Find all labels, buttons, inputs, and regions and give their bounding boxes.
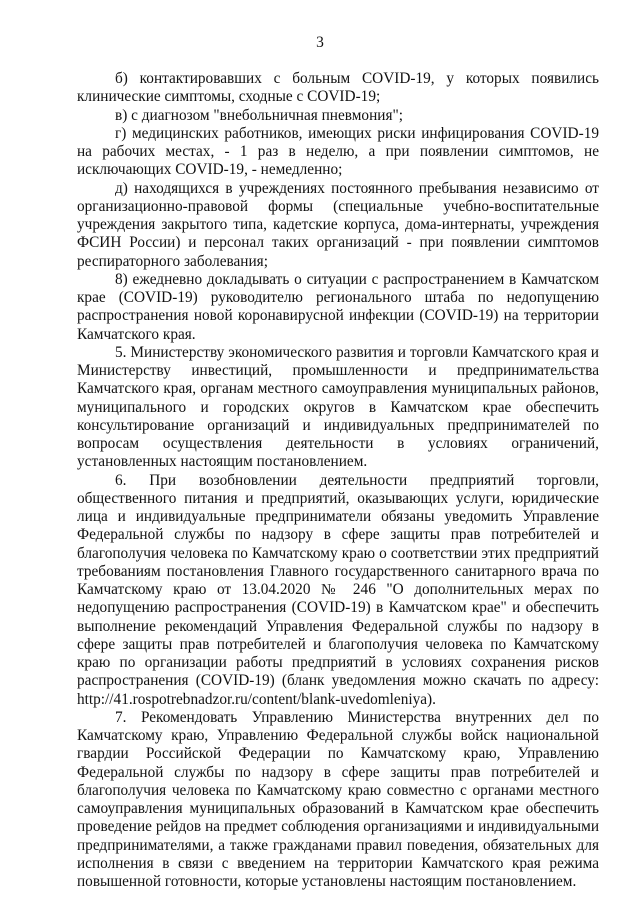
paragraph-6: 6. При возобновлении деятельности предприятий торговли, общественного питания и предприятий, оказывающих услуги, юридические лица и индивидуальные предприниматели обязаны уведомить Управление Федеральной службы по надзору в сфере защиты прав потребителей и благополучия человека по Камчатскому краю о соответствии этих предприятий требованиям постановления Главного государственного санитарного врача по Камчатскому краю от 13.04.2020 № 246 "О дополнительных мерах по недопущению распространения (COVID-19) в Камчатском крае" и обеспечить выполнение рекомендаций Управления Федеральной службы по надзору в сфере защиты прав потребителей и благополучия человека по Камчатскому краю по организации работы предприятий в условиях сохранения рисков распространения (COVID-19) (бланк уведомления можно скачать по адресу: http://41.rospotrebnadzor.ru/content/blank-uvedomleniya). [77,471,599,708]
paragraph-v: в) с диагнозом "внебольничная пневмония"; [115,106,403,124]
paragraph-d: д) находящихся в учреждениях постоянного пребывания независимо от организационно-правовой формы (специальные учебно-воспитательные учреждения закрытого типа, кадетские корпуса, дома-интернаты, учреждения ФСИН России) и персонал таких организаций - при появлении симптомов респираторного заболевания; [77,179,599,270]
document-body [77,70,599,891]
paragraph-8: 8) ежедневно докладывать о ситуации с распространением в Камчатском крае (COVID-19) руководителю регионального штаба по недопущению распространения новой коронавирусной инфекции (COVID-19) на территории Камчатского края. [77,270,599,343]
page-number: 3 [316,34,324,51]
paragraph-b: б) контактировавших с больным COVID-19, у которых появились клинические симптомы, сходные с COVID-19; [77,70,599,106]
paragraph-g: г) медицинских работников, имеющих риски инфицирования COVID-19 на рабочих местах, - 1 раз в неделю, а при появлении симптомов, не исключающих COVID-19, - немедленно; [77,124,599,179]
paragraph-5: 5. Министерству экономического развития и торговли Камчатского края и Министерству инвестиций, промышленности и предпринимательства Камчатского края, органам местного самоуправления муниципальных районов, муниципального и городских округов в Камчатском крае обеспечить консультирование организаций и индивидуальных предпринимателей по вопросам осуществления деятельности в условиях ограничений, установленных настоящим постановлением. [77,343,599,471]
paragraph-7: 7. Рекомендовать Управлению Министерства внутренних дел по Камчатскому краю, Управлению Федеральной службы войск национальной гвардии Российской Федерации по Камчатскому краю, Управлению Федеральной службы по надзору в сфере защиты прав потребителей и благополучия человека по Камчатскому краю совместно с органами местного самоуправления муниципальных образований в Камчатском крае обеспечить проведение рейдов на предмет соблюдения организациями и индивидуальными предпринимателями, а также гражданами правил поведения, обязательных для исполнения в связи с введением на территории Камчатского края режима повышенной готовности, которые установлены настоящим постановлением. [77,708,599,890]
